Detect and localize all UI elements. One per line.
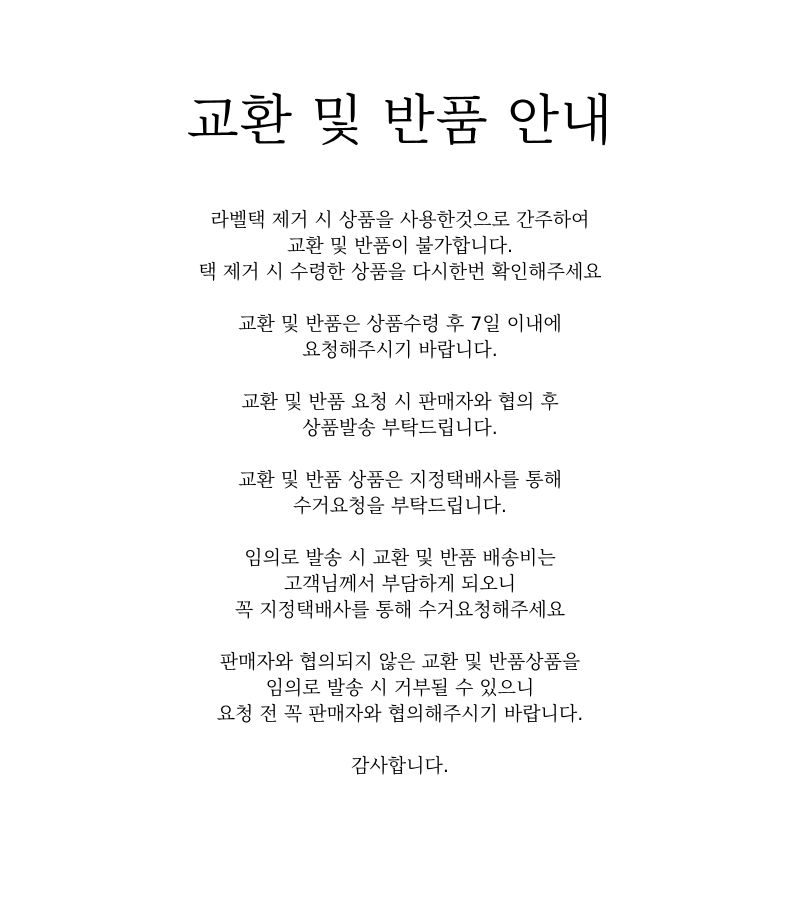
notice-paragraph-seller-consult bbox=[0, 389, 800, 441]
notice-body bbox=[0, 207, 800, 805]
notice-paragraph-refusal bbox=[0, 649, 800, 727]
notice-line: 상품발송 부탁드립니다. bbox=[302, 417, 498, 439]
notice-paragraph-request-period bbox=[0, 311, 800, 363]
notice-paragraph-shipping-cost bbox=[0, 545, 800, 623]
notice-line: 택 제거 시 수령한 상품을 다시한번 확인해주세요 bbox=[198, 261, 602, 283]
notice-line: 수거요청을 부탁드립니다. bbox=[293, 495, 507, 517]
notice-line: 교환 및 반품이 불가합니다. bbox=[286, 235, 514, 257]
notice-paragraph-thanks bbox=[0, 753, 800, 779]
notice-line: 교환 및 반품 요청 시 판매자와 협의 후 bbox=[241, 391, 559, 413]
notice-line: 요청해주시기 바랍니다. bbox=[302, 339, 498, 361]
page-title: 교환 및 반품 안내 bbox=[186, 89, 614, 152]
notice-line: 라벨택 제거 시 상품을 사용한것으로 간주하여 bbox=[210, 209, 590, 231]
notice-paragraph-designated-courier bbox=[0, 467, 800, 519]
closing-thanks: 감사합니다. bbox=[351, 755, 449, 777]
notice-line: 고객님께서 부담하게 되오니 bbox=[283, 573, 517, 595]
notice-line: 임의로 발송 시 거부될 수 있으니 bbox=[265, 677, 535, 699]
notice-paragraph-label-removal bbox=[0, 207, 800, 285]
notice-line: 꼭 지정택배사를 통해 수거요청해주세요 bbox=[234, 599, 566, 621]
notice-line: 판매자와 협의되지 않은 교환 및 반품상품을 bbox=[219, 651, 581, 673]
notice-line: 교환 및 반품 상품은 지정택배사를 통해 bbox=[238, 469, 562, 491]
notice-line: 임의로 발송 시 교환 및 반품 배송비는 bbox=[244, 547, 556, 569]
notice-line: 교환 및 반품은 상품수령 후 7일 이내에 bbox=[238, 313, 562, 335]
notice-line: 요청 전 꼭 판매자와 협의해주시기 바랍니다. bbox=[216, 703, 584, 725]
